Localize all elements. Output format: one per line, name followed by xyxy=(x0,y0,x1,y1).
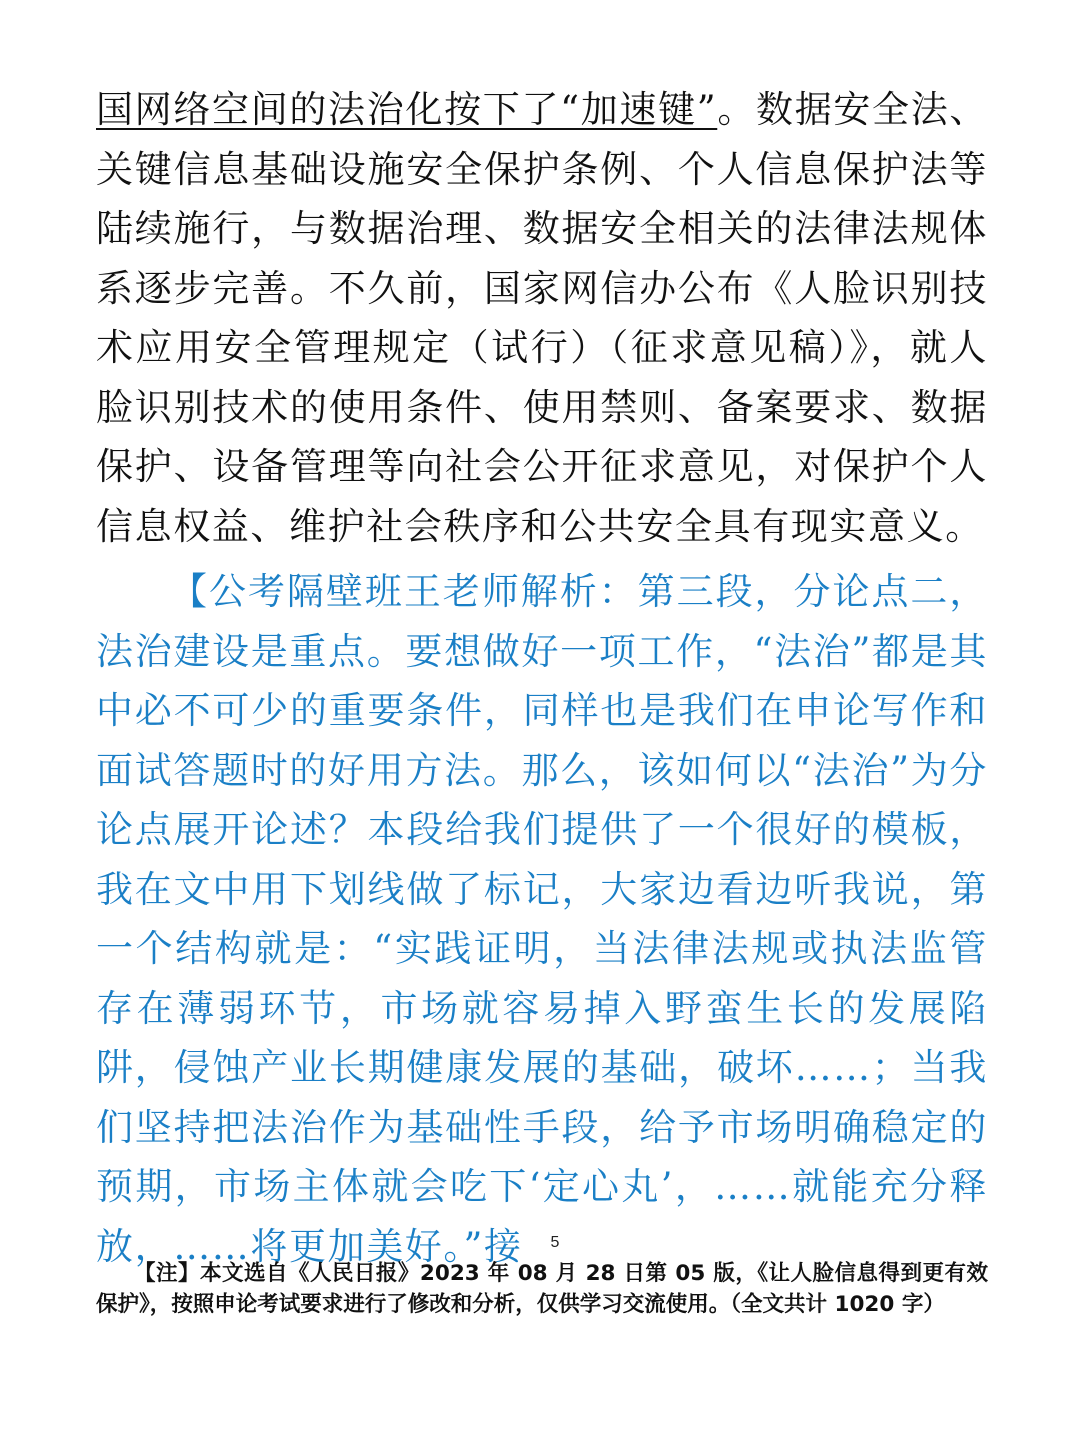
analysis-paragraph: 【公考隔壁班王老师解析：第三段，分论点二，法治建设是重点。要想做好一项工作，“法治”都是其中必不可少的重要条件，同样也是我们在申论写作和面试答题时的好用方法。那么，该如何以“法治”为分论点展开论述？本段给我们提供了一个很好的模板，我在文中用下划线做了标记，大家边看边听我说，第一个结构就是：“实践证明，当法律法规或执法监管存在薄弱环节，市场就容易掉入野蛮生长的发展陷阱，侵蚀产业长期健康发展的基础，破坏……；当我们坚持把法治作为基础性手段，给予市场明确稳定的预期，市场主体就会吃下‘定心丸’，……就能充分释放，……将更加美好。”接 xyxy=(96,570,988,1268)
footnote: 【注】本文选自《人民日报》2023 年 08 月 28 日第 05 版，《让人脸信息得到更有效保护》，按照申论考试要求进行了修改和分析，仅供学习交流使用。（全文共计 1020 字） xyxy=(96,1261,988,1317)
article-paragraph-text: 。数据安全法、关键信息基础设施安全保护条例、个人信息保护法等陆续施行，与数据治理、数据安全相关的法律法规体系逐步完善。不久前，国家网信办公布《人脸识别技术应用安全管理规定（试行）（征求意见稿）》，就人脸识别技术的使用条件、使用禁则、备案要求、数据保护、设备管理等向社会公开征求意见，对保护个人信息权益、维护社会秩序和公共安全具有现实意义。 xyxy=(96,88,989,548)
underlined-phrase: 国网络空间的法治化按下了“加速键” xyxy=(96,88,718,131)
article-paragraph xyxy=(96,80,988,556)
page-number: 5 xyxy=(550,1234,560,1251)
